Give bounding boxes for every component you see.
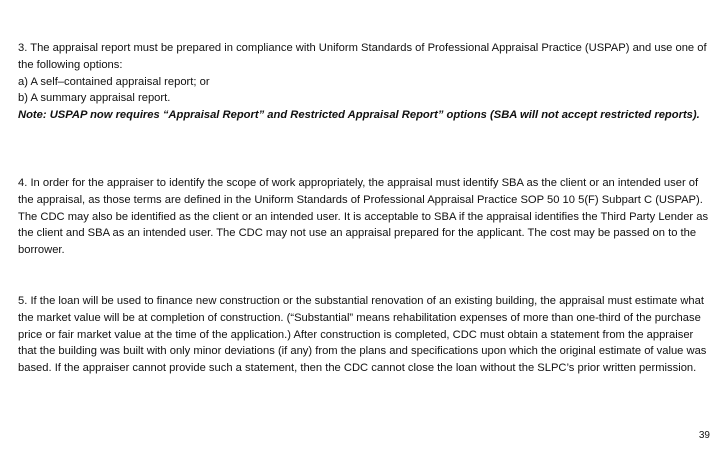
section-3-option-b: b) A summary appraisal report.: [18, 92, 171, 105]
section-3: [18, 40, 710, 124]
section-5: [18, 293, 710, 377]
section-3-intro: 3. The appraisal report must be prepared in compliance with Uniform Standards of Professional Appraisal Practice (USPAP) and use one of the following options:: [18, 42, 707, 71]
section-3-option-a: a) A self–contained appraisal report; or: [18, 75, 210, 88]
section-3-note: Note: USPAP now requires “Appraisal Report” and Restricted Appraisal Report” options (SBA will not accept restricted reports).: [18, 109, 700, 122]
section-4-text: 4. In order for the appraiser to identify the scope of work appropriately, the appraisal must identify SBA as the client or an intended user of the appraisal, as those terms are defined in the Uniform Standards of Professional Appraisal Practice SOP 50 10 5(F) Subpart C (USPAP). The CDC may also be identified as the client or an intended user. It is acceptable to SBA if the appraisal identifies the Third Party Lender as the client and SBA as an intended user. The CDC may not use an appraisal prepared for the applicant. The cost may be passed on to the borrower.: [18, 177, 709, 257]
page-number: 39: [698, 430, 710, 441]
section-4: [18, 175, 710, 259]
section-5-text: 5. If the loan will be used to finance new construction or the substantial renovation of an existing building, the appraisal must estimate what the market value will be at completion of construction. (“Substantial” means rehabilitation expenses of more than one-third of the purchase price or fair market value at the time of the application.) After construction is completed, CDC must obtain a statement from the appraiser that the building was built with only minor deviations (if any) from the plans and specifications upon which the original estimate of value was based. If the appraiser cannot provide such a statement, then the CDC cannot close the loan without the SLPC’s prior written permission.: [18, 295, 707, 375]
